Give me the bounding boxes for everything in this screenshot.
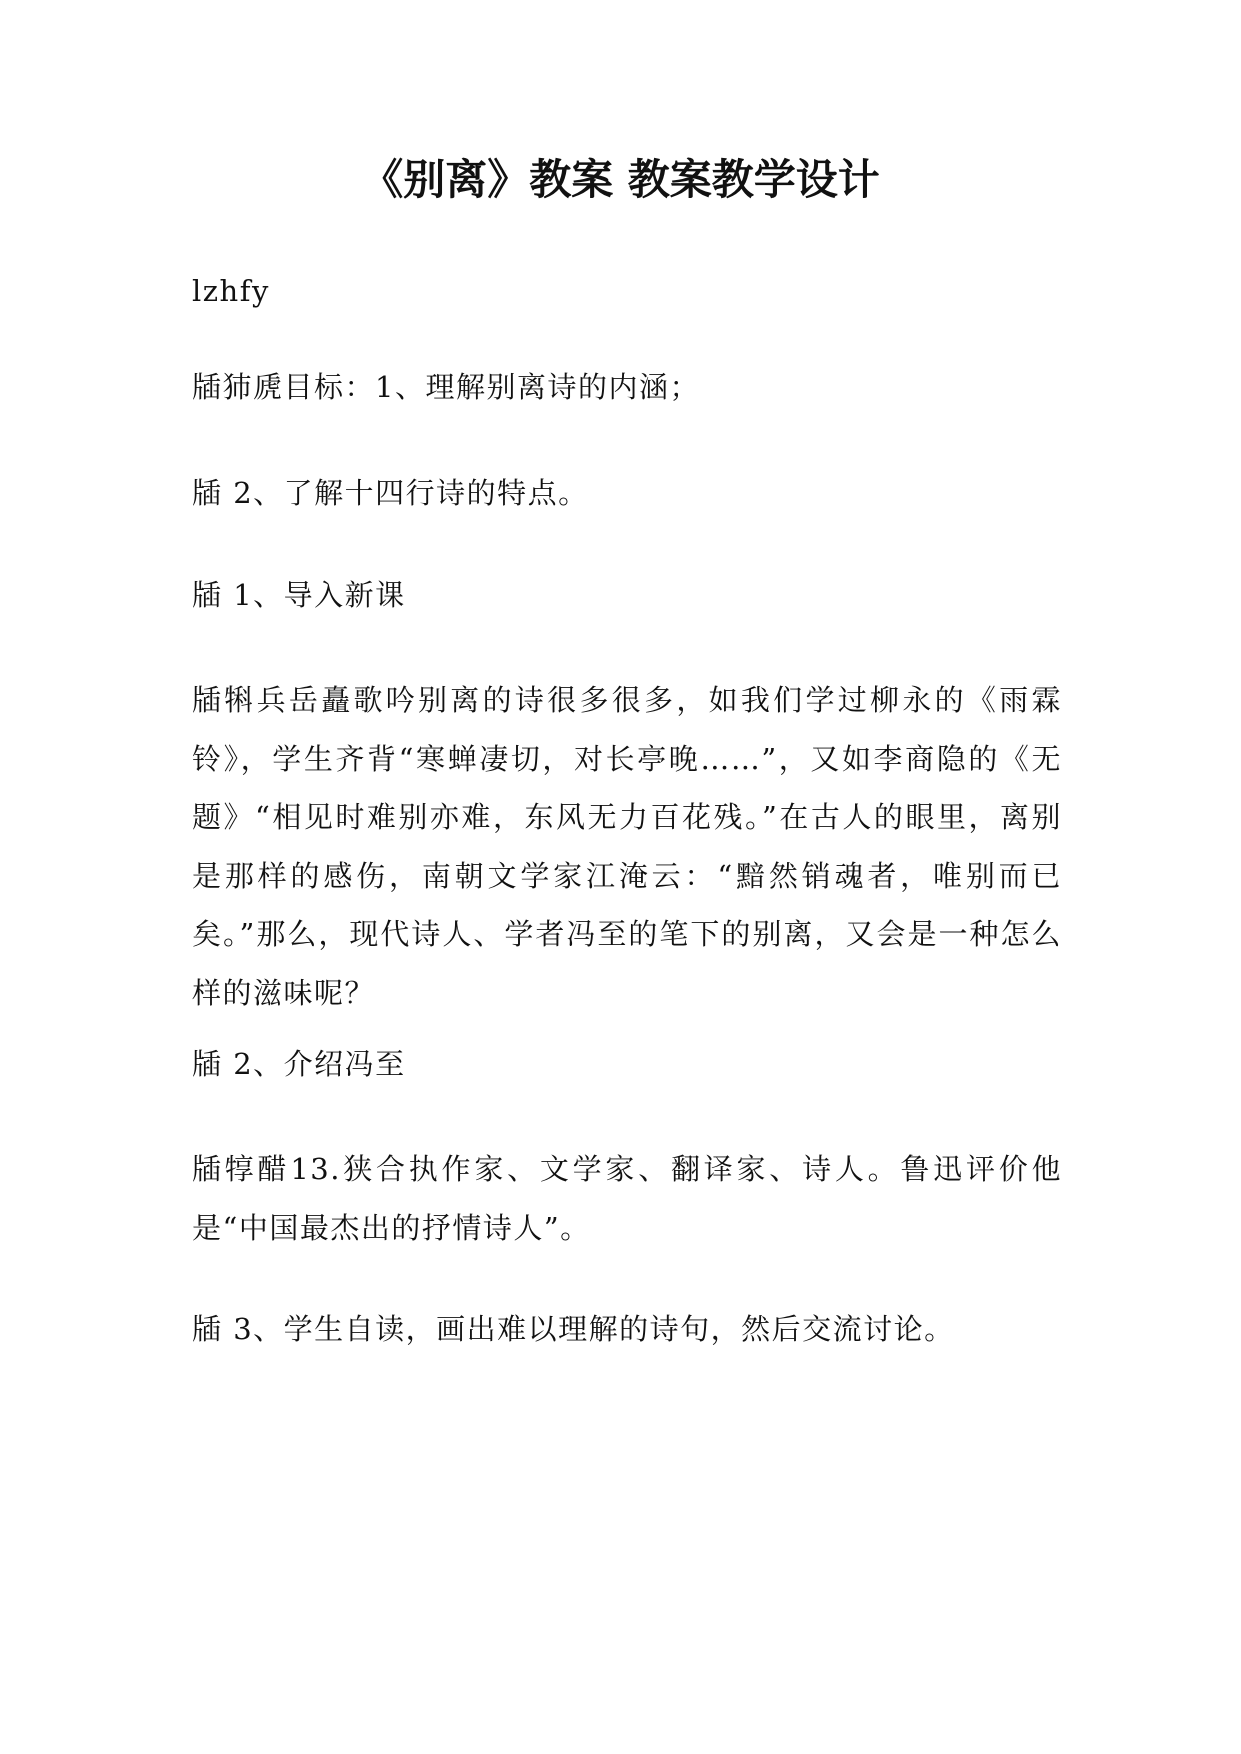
page-title: 《别离》教案 教案教学设计	[361, 155, 880, 204]
paragraph-step-1-heading: 牐 1、导入新课	[192, 578, 406, 612]
paragraph-introduction: 牐犐兵岳矗歌吟别离的诗很多很多，如我们学过柳永的《雨霖铃》，学生齐背“寒蝉凄切，对长亭晚……”，又如李商隐的《无题》“相见时难别亦难，东风无力百花残。”在古人的眼里，离别是那样的感伤，南朝文学家江淹云：“黯然销魂者，唯别而已矣。”那么，现代诗人、学者冯至的笔下的别离，又会是一种怎么样的滋味呢？	[192, 683, 1062, 1010]
paragraph-step-3: 牐 3、学生自读，画出难以理解的诗句，然后交流讨论。	[192, 1312, 955, 1346]
paragraph-author-intro: 牐犉醋13.狭合执作家、文学家、翻译家、诗人。鲁迅评价他是“中国最杰出的抒情诗人”。	[192, 1152, 1062, 1245]
author-line: lzhfy	[192, 274, 270, 308]
paragraph-objective-2: 牐 2、了解十四行诗的特点。	[192, 476, 589, 510]
paragraph-objective-1: 牐犻虒目标：1、理解别离诗的内涵；	[192, 370, 700, 404]
paragraph-step-2-heading: 牐 2、介绍冯至	[192, 1047, 406, 1081]
